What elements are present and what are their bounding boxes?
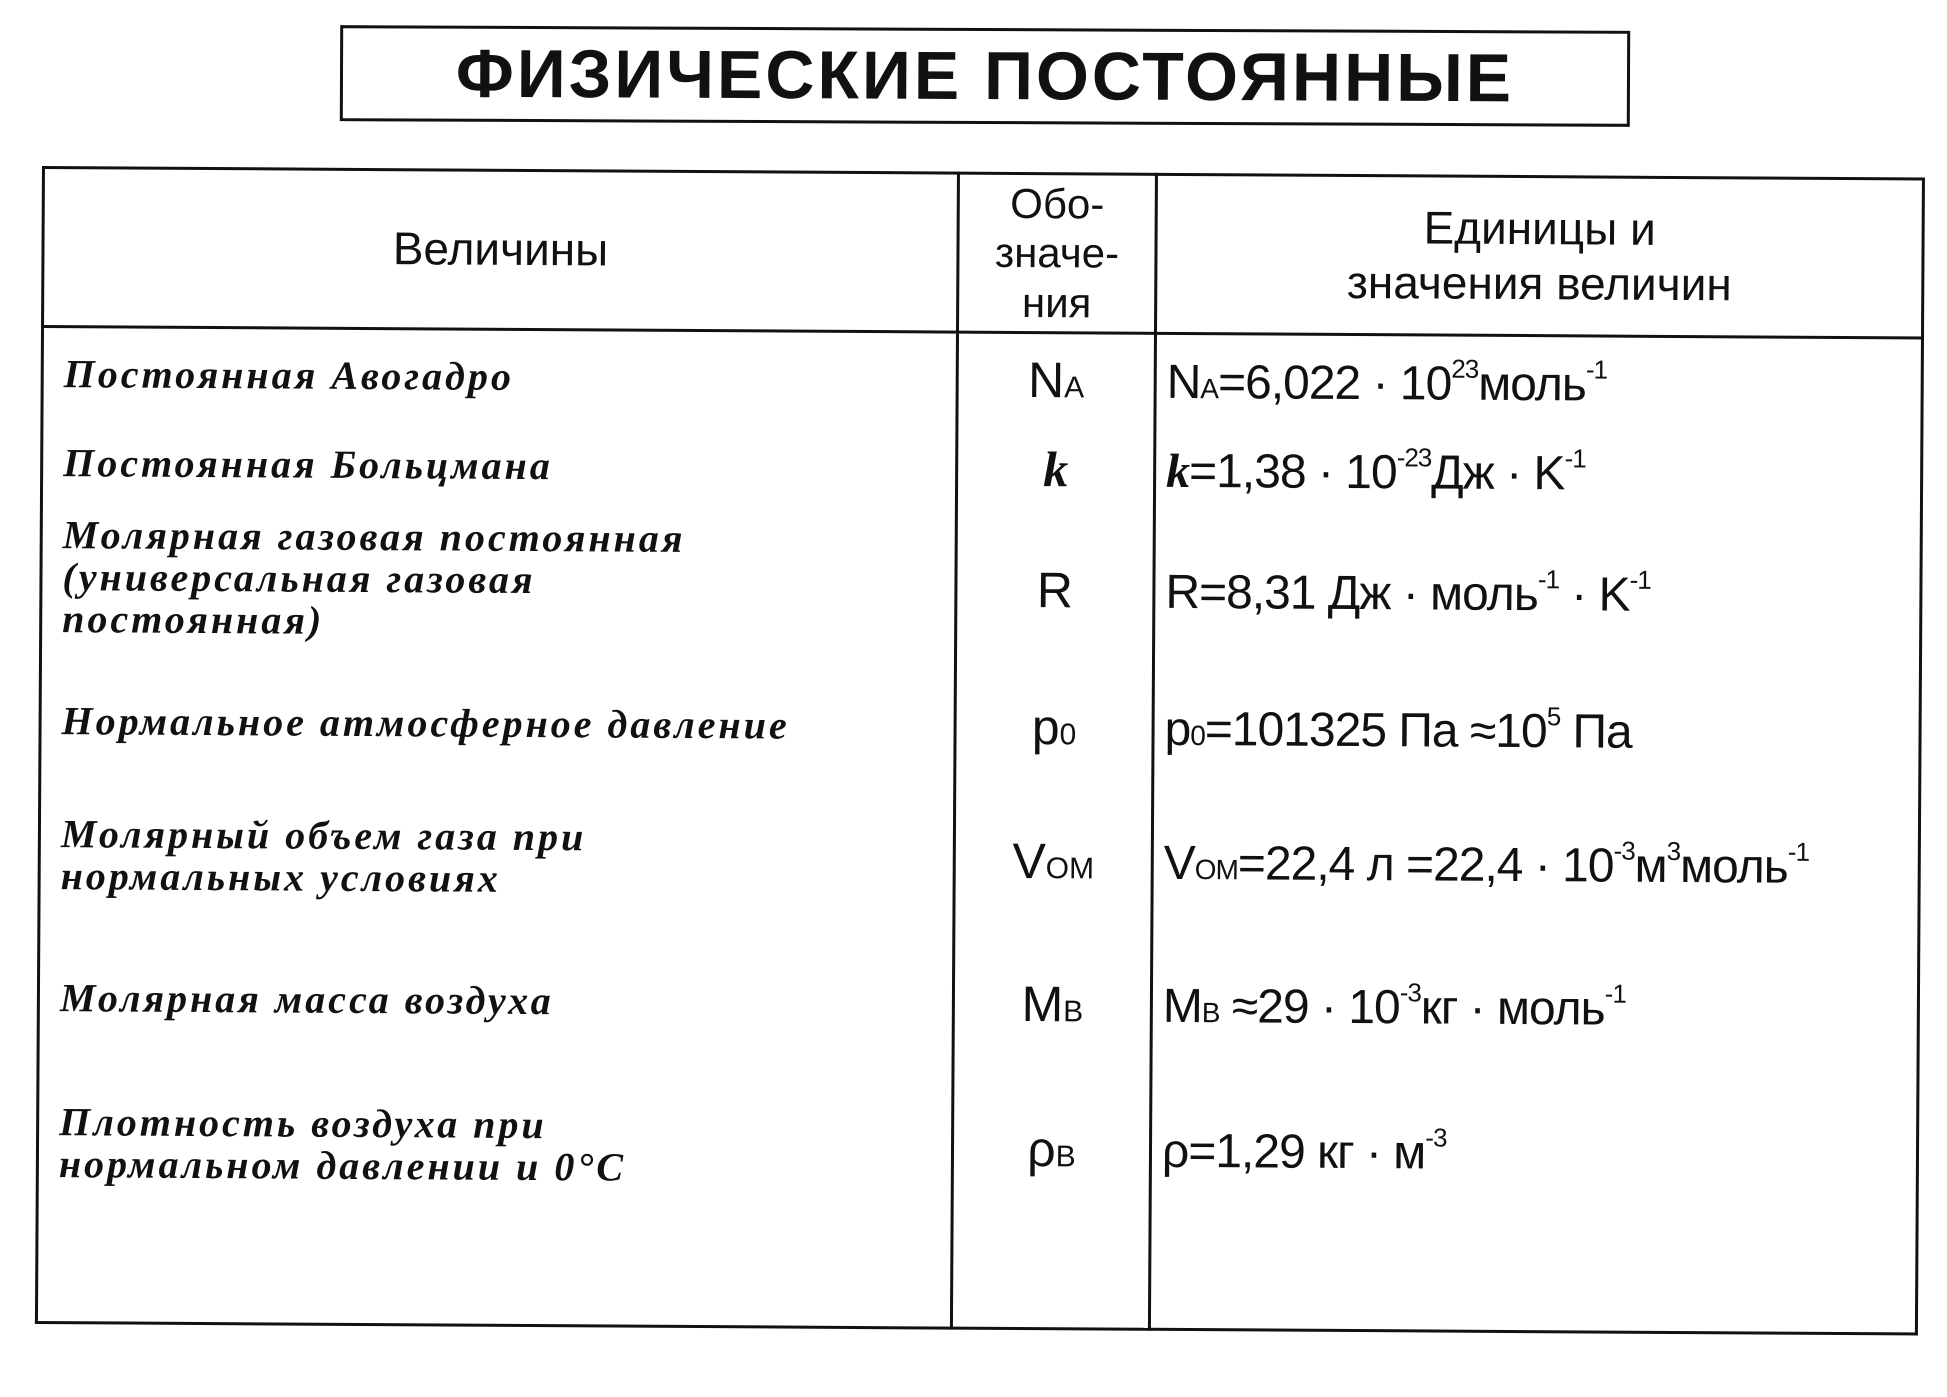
value-part: R=8,31 Дж · моль <box>1165 565 1538 622</box>
symbol-sub: B <box>1055 1140 1076 1174</box>
list-item <box>43 420 956 512</box>
value-part: -3 <box>1399 977 1421 1008</box>
symbol-cell <box>955 786 1151 937</box>
value-formula <box>1154 833 1809 895</box>
symbol-cell <box>954 936 1150 1073</box>
value-formula <box>1154 699 1631 760</box>
value-part: =1,38 · 10 <box>1188 445 1397 500</box>
symbol <box>955 975 1150 1034</box>
table-header-row <box>43 168 1924 338</box>
value-part: B <box>1201 997 1220 1029</box>
list-item <box>43 328 956 426</box>
value-part: 3 <box>1666 835 1681 867</box>
value-part: -3 <box>1425 1122 1447 1153</box>
value-part: 23 <box>1451 353 1479 384</box>
value-formula <box>1156 441 1586 502</box>
symbol-sub: 0 <box>1059 718 1077 752</box>
value-part: -1 <box>1604 978 1626 1009</box>
value-part: моль <box>1679 840 1788 894</box>
quantity-column <box>36 327 957 1329</box>
value-column <box>1149 333 1922 1334</box>
value-part: k <box>1165 444 1190 499</box>
constants-table <box>35 166 1925 1335</box>
list-item <box>42 506 955 668</box>
header-units: Единицы и значения величин <box>1155 174 1923 338</box>
value-cell <box>1153 787 1918 942</box>
value-formula <box>1155 562 1651 623</box>
value-part: ρ=1,29 кг · м <box>1161 1124 1426 1180</box>
value-part: · K <box>1558 568 1630 622</box>
value-part: A <box>1200 373 1219 405</box>
symbol-sub: B <box>1063 995 1084 1029</box>
value-part: V <box>1163 836 1195 891</box>
symbol-main: k <box>1042 441 1069 498</box>
quantity-name: Молярная масса воздуха <box>59 975 554 1024</box>
symbol <box>954 1120 1149 1179</box>
value-part: -1 <box>1537 564 1560 595</box>
header-quantity: Величины <box>43 168 959 333</box>
symbol-sub: OM <box>1045 852 1095 886</box>
symbol-cell <box>954 1072 1150 1227</box>
constants-table-wrap <box>35 166 1922 1335</box>
value-part: -1 <box>1787 836 1810 867</box>
symbol-main: N <box>1027 352 1065 409</box>
value-formula <box>1152 1121 1447 1181</box>
value-part: -23 <box>1396 442 1432 473</box>
value-cell <box>1156 427 1921 518</box>
value-part: =22,4 л =22,4 · 10 <box>1237 837 1614 893</box>
value-part: -1 <box>1629 564 1651 595</box>
value-part: моль <box>1478 357 1586 412</box>
quantity-name: Постоянная Больцмана <box>63 440 553 489</box>
value-part: ≈29 · 10 <box>1219 980 1400 1035</box>
quantity-name: Молярный объем газа при нормальных условиях <box>60 811 587 901</box>
value-part: N <box>1166 355 1201 410</box>
value-part: Па <box>1559 705 1632 759</box>
header-symbol: Обо- значе- ния <box>958 173 1157 333</box>
list-item <box>41 662 954 786</box>
value-part: OM <box>1194 854 1238 886</box>
value-cell <box>1154 669 1919 792</box>
symbol <box>957 561 1152 620</box>
quantity-name: Нормальное атмосферное давление <box>61 698 790 748</box>
symbol-main: V <box>1012 832 1046 890</box>
quantity-name: Плотность воздуха при нормальном давлении и 0°C <box>58 1099 627 1190</box>
symbol-main: p <box>1031 699 1060 756</box>
symbol <box>956 698 1151 757</box>
symbol-cell <box>958 426 1154 513</box>
symbol-cell <box>958 334 1154 427</box>
symbol <box>958 440 1153 499</box>
value-formula <box>1153 976 1626 1037</box>
value-part: м <box>1634 839 1667 893</box>
value-part: 5 <box>1546 701 1561 732</box>
value-cell <box>1156 335 1921 432</box>
title-box <box>340 25 1630 127</box>
symbol-cell <box>957 512 1153 669</box>
value-cell <box>1155 513 1920 674</box>
table-body-row <box>36 327 1922 1334</box>
value-part: -1 <box>1585 354 1608 385</box>
quantity-name: Постоянная Авогадро <box>63 351 515 399</box>
value-cell <box>1152 937 1917 1078</box>
list-item <box>40 780 953 936</box>
value-part: 0 <box>1190 720 1205 752</box>
value-part: =101325 Па ≈10 <box>1204 703 1547 759</box>
symbol-main: ρ <box>1027 1121 1056 1178</box>
symbol-cell <box>956 668 1152 787</box>
value-part: =6,022 · 10 <box>1217 356 1452 411</box>
value-part: -1 <box>1564 443 1586 474</box>
value-cell <box>1152 1073 1917 1232</box>
value-formula <box>1157 352 1608 413</box>
symbol-column <box>951 332 1155 1329</box>
value-part: p <box>1164 702 1191 757</box>
symbol <box>959 351 1154 410</box>
value-part: -3 <box>1613 835 1635 866</box>
value-part: M <box>1162 979 1203 1034</box>
value-part: Дж · K <box>1431 446 1565 501</box>
symbol-main: R <box>1036 562 1074 619</box>
quantity-name: Молярная газовая постоянная (универсальная газовая постоянная) <box>62 512 686 643</box>
list-item <box>39 1066 952 1226</box>
value-part: кг · моль <box>1420 981 1605 1036</box>
symbol <box>956 832 1151 891</box>
symbol-main: M <box>1021 975 1064 1033</box>
page-title: ФИЗИЧЕСКИЕ ПОСТОЯННЫЕ <box>455 35 1515 117</box>
symbol-sub: A <box>1064 371 1085 405</box>
list-item <box>40 930 953 1072</box>
